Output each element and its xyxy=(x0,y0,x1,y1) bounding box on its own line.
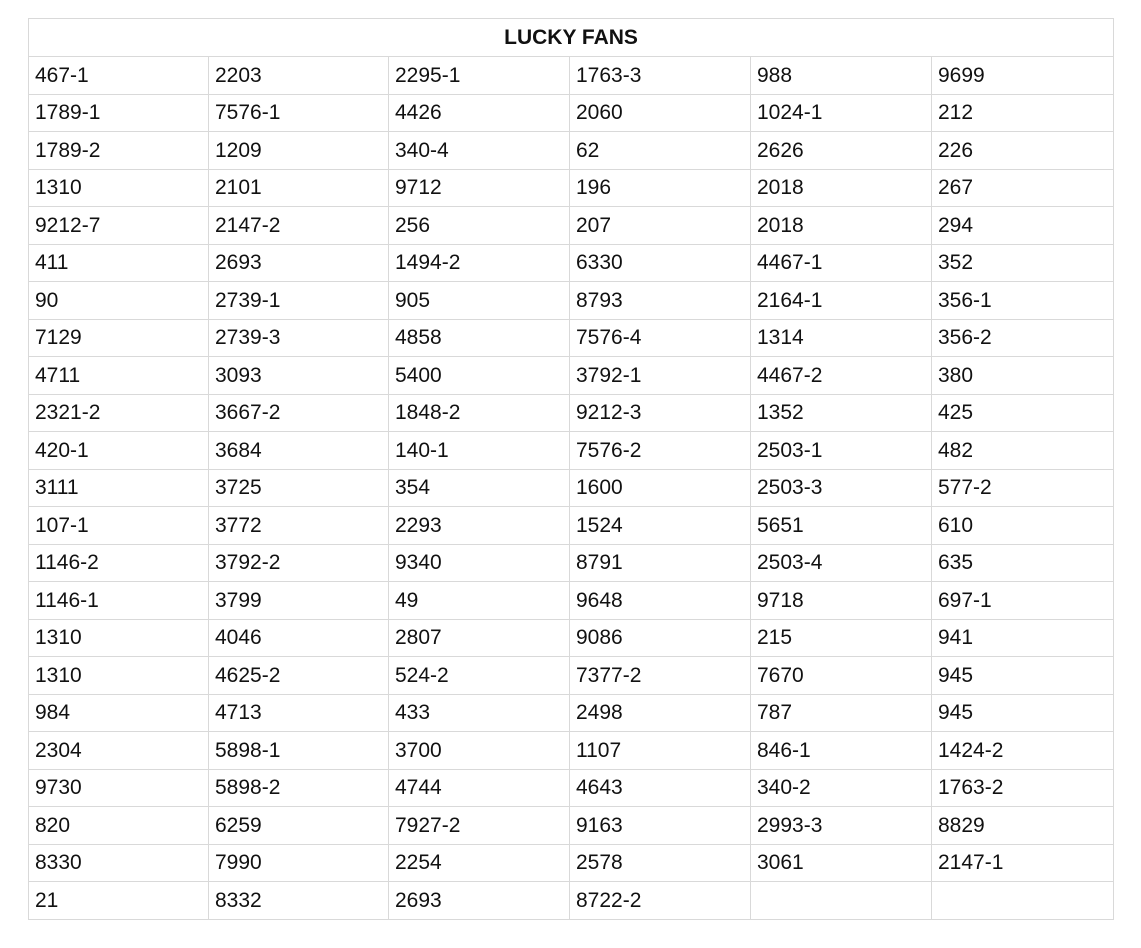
table-cell: 8829 xyxy=(932,807,1114,845)
table-cell: 425 xyxy=(932,394,1114,432)
table-cell: 1789-1 xyxy=(29,94,209,132)
table-row xyxy=(29,432,1114,470)
table-cell: 2295-1 xyxy=(389,57,570,95)
table-row xyxy=(29,207,1114,245)
table-cell: 577-2 xyxy=(932,469,1114,507)
table-cell: 8791 xyxy=(570,544,751,582)
table-cell: 433 xyxy=(389,694,570,732)
table-cell: 1310 xyxy=(29,619,209,657)
table-cell: 9712 xyxy=(389,169,570,207)
table-cell: 4643 xyxy=(570,769,751,807)
table-cell: 467-1 xyxy=(29,57,209,95)
table-cell: 6259 xyxy=(209,807,389,845)
table-cell: 215 xyxy=(751,619,932,657)
table-row xyxy=(29,94,1114,132)
table-cell: 2693 xyxy=(209,244,389,282)
table-cell: 2626 xyxy=(751,132,932,170)
table-cell: 1524 xyxy=(570,507,751,545)
table-cell: 697-1 xyxy=(932,582,1114,620)
table-cell: 9163 xyxy=(570,807,751,845)
table-cell: 4467-1 xyxy=(751,244,932,282)
table-row xyxy=(29,507,1114,545)
table-cell: 2807 xyxy=(389,619,570,657)
table-cell: 2993-3 xyxy=(751,807,932,845)
table-cell: 9699 xyxy=(932,57,1114,95)
table-cell xyxy=(932,882,1114,920)
table-row xyxy=(29,357,1114,395)
table-row xyxy=(29,694,1114,732)
table-cell: 7129 xyxy=(29,319,209,357)
table-cell: 3792-2 xyxy=(209,544,389,582)
table-cell: 5651 xyxy=(751,507,932,545)
table-cell: 6330 xyxy=(570,244,751,282)
table-cell: 4046 xyxy=(209,619,389,657)
table-cell: 1310 xyxy=(29,657,209,695)
table-cell: 2693 xyxy=(389,882,570,920)
table-cell: 4467-2 xyxy=(751,357,932,395)
table-cell: 2578 xyxy=(570,844,751,882)
table-row xyxy=(29,882,1114,920)
table-cell: 3700 xyxy=(389,732,570,770)
table-cell: 2321-2 xyxy=(29,394,209,432)
table-cell: 945 xyxy=(932,694,1114,732)
table-cell: 4711 xyxy=(29,357,209,395)
table-row xyxy=(29,544,1114,582)
table-cell: 3792-1 xyxy=(570,357,751,395)
table-cell: 2293 xyxy=(389,507,570,545)
table-cell: 2503-4 xyxy=(751,544,932,582)
table-row xyxy=(29,319,1114,357)
table-cell: 340-2 xyxy=(751,769,932,807)
table-cell: 2498 xyxy=(570,694,751,732)
table-row xyxy=(29,394,1114,432)
table-cell: 356-1 xyxy=(932,282,1114,320)
table-cell: 2018 xyxy=(751,207,932,245)
table-cell: 420-1 xyxy=(29,432,209,470)
table-row xyxy=(29,282,1114,320)
table-cell: 9648 xyxy=(570,582,751,620)
table-cell: 3799 xyxy=(209,582,389,620)
table-cell: 1600 xyxy=(570,469,751,507)
table-cell: 1763-3 xyxy=(570,57,751,95)
table-body xyxy=(29,57,1114,920)
table-cell: 5898-1 xyxy=(209,732,389,770)
table-cell: 3772 xyxy=(209,507,389,545)
table-cell: 820 xyxy=(29,807,209,845)
table-title: LUCKY FANS xyxy=(29,19,1114,57)
table-cell: 49 xyxy=(389,582,570,620)
table-cell: 1146-2 xyxy=(29,544,209,582)
table-cell: 207 xyxy=(570,207,751,245)
table-row xyxy=(29,582,1114,620)
table-cell: 1848-2 xyxy=(389,394,570,432)
table-cell: 1310 xyxy=(29,169,209,207)
table-cell: 4858 xyxy=(389,319,570,357)
table-row xyxy=(29,132,1114,170)
table-cell: 294 xyxy=(932,207,1114,245)
table-row xyxy=(29,469,1114,507)
table-cell: 1314 xyxy=(751,319,932,357)
table-cell: 635 xyxy=(932,544,1114,582)
table-row xyxy=(29,244,1114,282)
table-row xyxy=(29,619,1114,657)
table-cell: 5400 xyxy=(389,357,570,395)
table-cell: 3061 xyxy=(751,844,932,882)
table-cell: 7990 xyxy=(209,844,389,882)
table-cell: 9730 xyxy=(29,769,209,807)
table-cell: 4625-2 xyxy=(209,657,389,695)
table-cell: 4713 xyxy=(209,694,389,732)
table-cell: 226 xyxy=(932,132,1114,170)
table-cell: 352 xyxy=(932,244,1114,282)
table-row xyxy=(29,844,1114,882)
table-row xyxy=(29,657,1114,695)
table-cell: 7576-1 xyxy=(209,94,389,132)
table-cell: 1209 xyxy=(209,132,389,170)
table-cell: 7927-2 xyxy=(389,807,570,845)
table-row xyxy=(29,57,1114,95)
table-cell: 610 xyxy=(932,507,1114,545)
table-cell: 1789-2 xyxy=(29,132,209,170)
table-cell: 107-1 xyxy=(29,507,209,545)
table-cell: 2101 xyxy=(209,169,389,207)
table-cell: 3093 xyxy=(209,357,389,395)
table-cell: 7670 xyxy=(751,657,932,695)
table-header-row xyxy=(29,19,1114,57)
table-row xyxy=(29,807,1114,845)
table-cell: 256 xyxy=(389,207,570,245)
table-cell: 2503-1 xyxy=(751,432,932,470)
table-cell: 1107 xyxy=(570,732,751,770)
table-cell: 3725 xyxy=(209,469,389,507)
table-cell: 524-2 xyxy=(389,657,570,695)
table-cell: 2254 xyxy=(389,844,570,882)
table-cell: 7576-4 xyxy=(570,319,751,357)
table-cell: 62 xyxy=(570,132,751,170)
table-cell: 9212-7 xyxy=(29,207,209,245)
table-cell: 3111 xyxy=(29,469,209,507)
table-cell: 2203 xyxy=(209,57,389,95)
table-cell: 90 xyxy=(29,282,209,320)
table-cell: 2018 xyxy=(751,169,932,207)
table-cell: 8793 xyxy=(570,282,751,320)
table-cell: 140-1 xyxy=(389,432,570,470)
table-cell: 8722-2 xyxy=(570,882,751,920)
table-cell: 945 xyxy=(932,657,1114,695)
table-cell: 984 xyxy=(29,694,209,732)
table-cell: 356-2 xyxy=(932,319,1114,357)
table-cell: 787 xyxy=(751,694,932,732)
table-cell: 2164-1 xyxy=(751,282,932,320)
table-cell: 8330 xyxy=(29,844,209,882)
table-cell: 3684 xyxy=(209,432,389,470)
table-cell: 9212-3 xyxy=(570,394,751,432)
table-cell: 196 xyxy=(570,169,751,207)
table-cell: 905 xyxy=(389,282,570,320)
table-row xyxy=(29,732,1114,770)
table-cell: 2060 xyxy=(570,94,751,132)
table-cell: 411 xyxy=(29,244,209,282)
table-cell: 2503-3 xyxy=(751,469,932,507)
table-cell: 354 xyxy=(389,469,570,507)
table-cell: 1146-1 xyxy=(29,582,209,620)
table-cell: 2147-1 xyxy=(932,844,1114,882)
table-row xyxy=(29,169,1114,207)
table-cell: 482 xyxy=(932,432,1114,470)
table-cell: 941 xyxy=(932,619,1114,657)
table-cell: 1424-2 xyxy=(932,732,1114,770)
table-cell: 1352 xyxy=(751,394,932,432)
table-cell: 1494-2 xyxy=(389,244,570,282)
table-cell: 1024-1 xyxy=(751,94,932,132)
table-cell: 5898-2 xyxy=(209,769,389,807)
table-cell: 8332 xyxy=(209,882,389,920)
table-cell xyxy=(751,882,932,920)
table-cell: 2147-2 xyxy=(209,207,389,245)
table-cell: 2304 xyxy=(29,732,209,770)
table-cell: 2739-1 xyxy=(209,282,389,320)
table-cell: 988 xyxy=(751,57,932,95)
table-row xyxy=(29,769,1114,807)
table-cell: 9086 xyxy=(570,619,751,657)
table-cell: 9718 xyxy=(751,582,932,620)
table-cell: 380 xyxy=(932,357,1114,395)
table-cell: 340-4 xyxy=(389,132,570,170)
table-cell: 4744 xyxy=(389,769,570,807)
table-cell: 21 xyxy=(29,882,209,920)
table-cell: 1763-2 xyxy=(932,769,1114,807)
table-cell: 2739-3 xyxy=(209,319,389,357)
table-cell: 846-1 xyxy=(751,732,932,770)
lucky-fans-table xyxy=(28,18,1114,920)
table-cell: 7377-2 xyxy=(570,657,751,695)
table-cell: 7576-2 xyxy=(570,432,751,470)
table-cell: 267 xyxy=(932,169,1114,207)
table-cell: 4426 xyxy=(389,94,570,132)
table-cell: 9340 xyxy=(389,544,570,582)
table-cell: 3667-2 xyxy=(209,394,389,432)
table-cell: 212 xyxy=(932,94,1114,132)
